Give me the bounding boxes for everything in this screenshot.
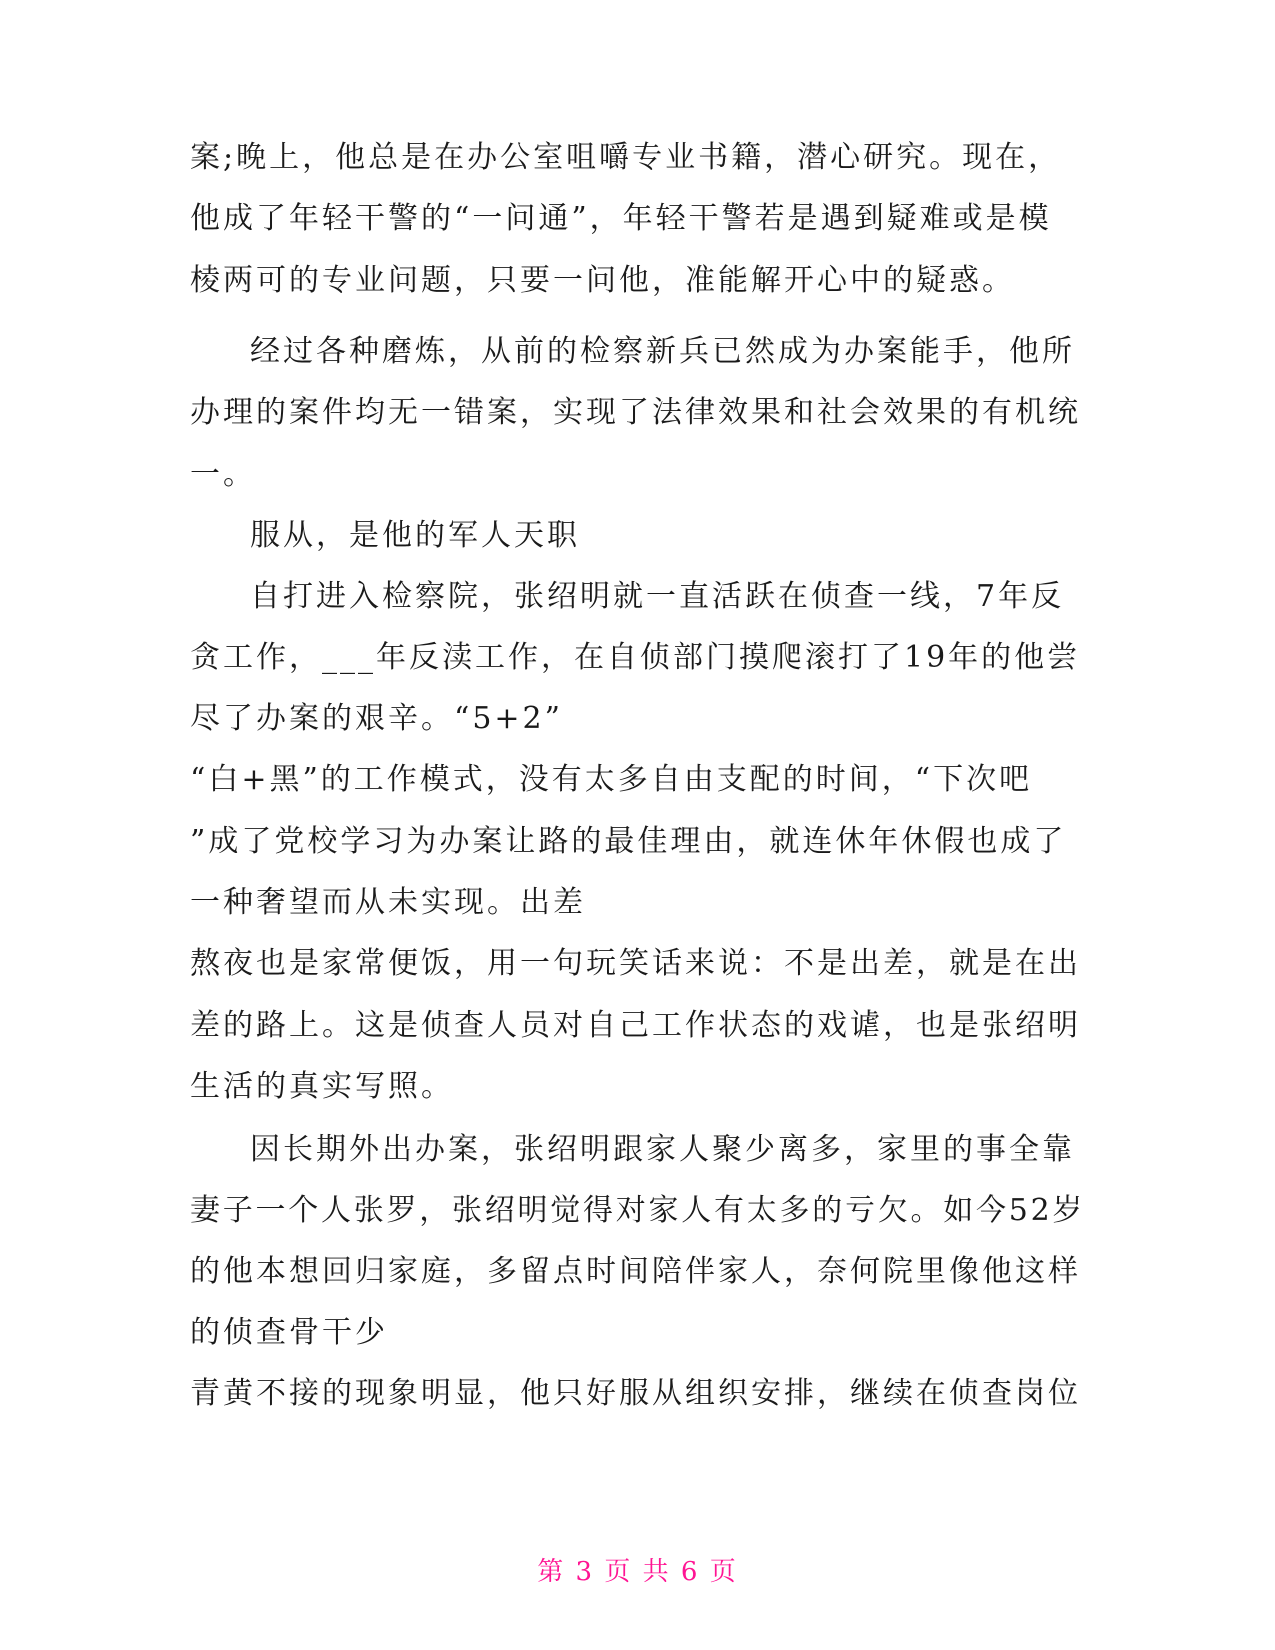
section-heading: 服从，是他的军人天职	[250, 518, 580, 553]
text-line-16: 生活的真实写照。	[190, 1069, 454, 1104]
text-line-2: 他成了年轻干警的“一问通”，年轻干警若是遇到疑难或是模	[190, 201, 1052, 236]
text-line-21: 青黄不接的现象明显，他只好服从组织安排，继续在侦查岗位	[190, 1376, 1081, 1411]
text-line-1: 案;晚上，他总是在办公室咀嚼专业书籍，潜心研究。现在，	[190, 140, 1062, 175]
text-line-10: 尽了办案的艰辛。“5+2”	[190, 701, 563, 736]
text-line-17: 因长期外出办案，张绍明跟家人聚少离多，家里的事全靠	[250, 1132, 1075, 1167]
text-line-5: 办理的案件均无一错案，实现了法律效果和社会效果的有机统	[190, 395, 1081, 430]
text-line-15: 差的路上。这是侦查人员对自己工作状态的戏谑，也是张绍明	[190, 1008, 1081, 1043]
text-line-19: 的他本想回归家庭，多留点时间陪伴家人，奈何院里像他这样	[190, 1254, 1081, 1289]
text-line-13: 一种奢望而从未实现。出差	[190, 885, 586, 920]
text-line-18: 妻子一个人张罗，张绍明觉得对家人有太多的亏欠。如今52岁	[190, 1193, 1086, 1228]
text-line-9: 贪工作，___年反渎工作，在自侦部门摸爬滚打了19年的他尝	[190, 640, 1081, 675]
page-number-footer: 第 3 页 共 6 页	[537, 1557, 738, 1587]
text-line-12: ”成了党校学习为办案让路的最佳理由，就连休年休假也成了	[190, 824, 1067, 859]
text-line-11: “白+黑”的工作模式，没有太多自由支配的时间，“下次吧	[190, 762, 1033, 797]
text-line-3: 棱两可的专业问题，只要一问他，准能解开心中的疑惑。	[190, 263, 1015, 298]
text-line-8: 自打进入检察院，张绍明就一直活跃在侦查一线，7年反	[250, 579, 1065, 614]
text-line-14: 熬夜也是家常便饭，用一句玩笑话来说：不是出差，就是在出	[190, 946, 1081, 981]
text-line-6: 一。	[190, 457, 256, 492]
text-line-4: 经过各种磨炼，从前的检察新兵已然成为办案能手，他所	[250, 334, 1075, 369]
text-line-20: 的侦查骨干少	[190, 1315, 388, 1350]
